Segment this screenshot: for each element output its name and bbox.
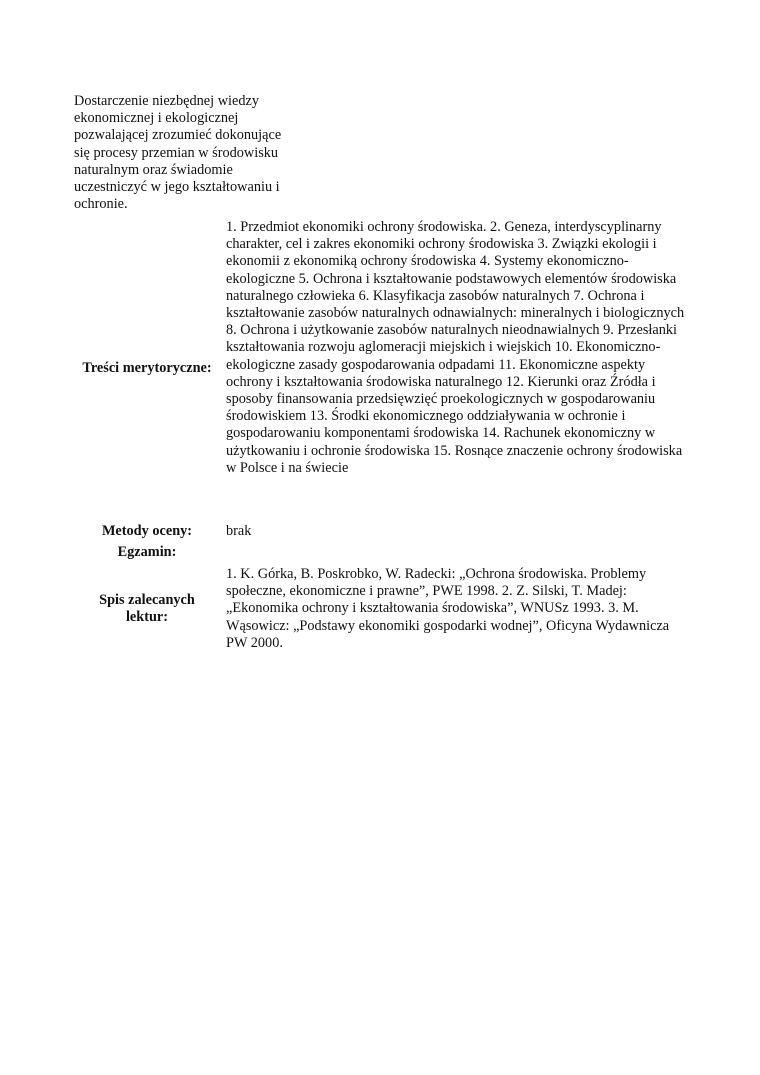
exam-label: Egzamin: bbox=[117, 544, 177, 560]
readings-text: 1. K. Górka, B. Poskrobko, W. Radecki: „Ochrona środowiska. Problemy społeczne, ekonomiczne i prawne”, PWE 1998. 2. Z. Silski, T. Madej: „Ekonomika ochrony i kształtowania środowiska”, WNUSz 1993. 3. M. Wąsowicz: „Podstawy ekonomiki gospodarki wodnej”, Oficyna Wydawnicza PW 2000. bbox=[226, 566, 670, 651]
course-objective-text: Dostarczenie niezbędnej wiedzy ekonomicznej i ekologicznej pozwalającej zrozumieć dokonujące się procesy przemian w środowisku naturalnym oraz świadomie uczestniczyć w jego kształtowaniu i ochronie. bbox=[74, 93, 282, 213]
contents-text: 1. Przedmiot ekonomiki ochrony środowiska. 2. Geneza, interdyscyplinarny charakter, cel i zakres ekonomiki ochrony środowiska 3. Związki ekologii i ekonomii z ekonomiką ochrony środowiska 4. Systemy ekonomiczno-ekologiczne 5. Ochrona i kształtowanie podstawowych elementów środowiska naturalnego człowieka 6. Klasyfikacja zasobów naturalnych 7. Ochrona i kształtowanie zasobów naturalnych odnawialnych: mineralnych i biologicznych 8. Ochrona i użytkowanie zasobów naturalnych nieodnawialnych 9. Przesłanki kształtowania rozwoju aglomeracji miejskich i wiejskich 10. Ekonomiczno-ekologiczne zasady gospodarowania odpadami 11. Ekonomiczne aspekty ochrony i kształtowania środowiska naturalnego 12. Kierunki oraz Źródła i sposoby finansowania przedsięwzięć proekologicznych w gospodarowaniu środowiskiem 13. Środki ekonomicznego oddziaływania w ochronie i gospodarowaniu komponentami środowiska 14. Rachunek ekonomiczny w użytkowaniu i ochronie środowiska 15. Rosnące znaczenie ochrony środowiska w Polsce i na świecie bbox=[226, 219, 685, 476]
assessment-value: brak bbox=[226, 523, 252, 539]
assessment-label: Metody oceny: bbox=[101, 523, 193, 539]
contents-label: Treści merytoryczne: bbox=[82, 360, 212, 376]
readings-label: Spis zalecanych lektur: bbox=[99, 592, 195, 626]
